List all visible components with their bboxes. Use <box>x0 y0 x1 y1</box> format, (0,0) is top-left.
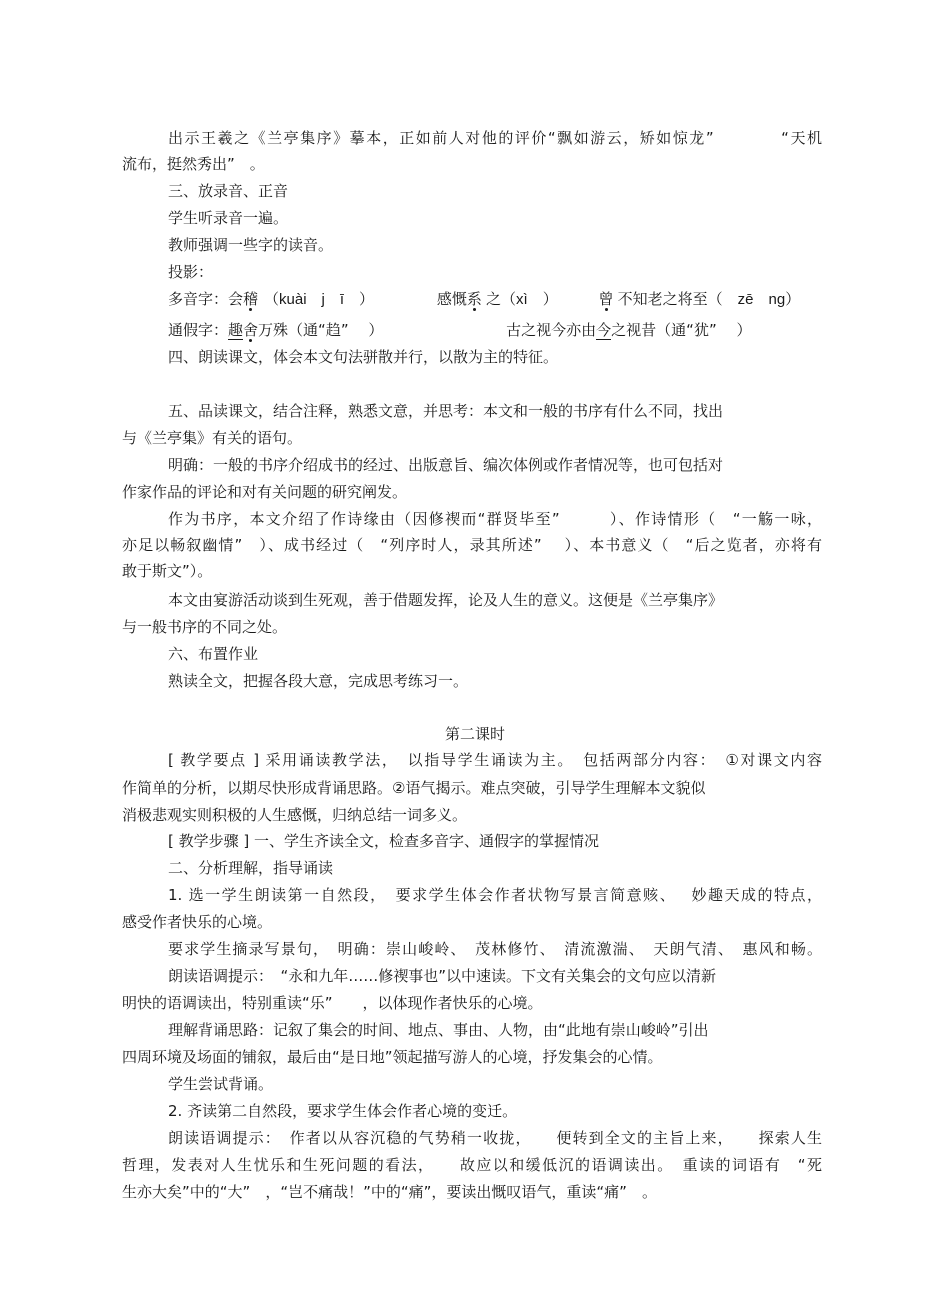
polyphone-text: 感慨 <box>436 290 467 308</box>
polyphone-char: 系 <box>466 290 482 308</box>
paragraph-line: 作为书序，本文介绍了作诗缘由（因修禊而“群贤毕至” ）、作诗情形（ “一觞一咏， <box>168 510 822 528</box>
paragraph-line: 理解背诵思路：记叙了集会的时间、地点、事由、人物，由“此地有崇山峻岭”引出 <box>168 1021 709 1039</box>
paragraph-line: 投影： <box>168 263 214 281</box>
paragraph-line: 哲理，发表对人生忧乐和生死问题的看法， 故应以和缓低沉的语调读出。 重读的词语有 “死 <box>122 1156 822 1174</box>
loanword-text: 万殊（通“趋” ） <box>258 321 384 339</box>
polyphone-char: 稽 <box>243 290 259 308</box>
section-heading: 三、放录音、正音 <box>168 182 289 200</box>
paragraph-line: 作简单的分析，以期尽快形成背诵思路。②语气揭示。难点突破，引导学生理解本文貌似 <box>122 779 706 797</box>
paragraph-line: 亦足以畅叙幽情” ）、成书经过（ “列序时人，录其所述” ）、本书意义（ “后之览者，亦将有 <box>122 536 822 554</box>
paragraph-line: 与《兰亭集》有关的语句。 <box>122 429 303 447</box>
paragraph-line: 消极悲观实则积极的人生感慨，归纳总结一词多义。 <box>122 806 468 824</box>
paragraph-line: [ 教学步骤 ] 一、学生齐读全文，检查多音字、通假字的掌握情况 <box>168 832 600 850</box>
loanword-text: 古之视今亦由 <box>506 321 597 339</box>
paragraph-line: 作家作品的评论和对有关问题的研究阐发。 <box>122 483 408 501</box>
paragraph-line: 出示王羲之《兰亭集序》摹本，正如前人对他的评价“飘如游云，矫如惊龙” “天机 <box>168 129 822 147</box>
paragraph-line: 明快的语调读出，特别重读“乐” ，以体现作者快乐的心境。 <box>122 994 543 1012</box>
pinyin: （kuài j ī ） <box>264 291 375 308</box>
section-heading: 五、品读课文，结合注释，熟悉文意，并思考：本文和一般的书序有什么不同，找出 <box>168 402 724 420</box>
paragraph-line: 学生听录音一遍。 <box>168 209 289 227</box>
paragraph-line: 朗读语调提示： 作者以从容沉稳的气势稍一收拢， 便转到全文的主旨上来， 探索人生 <box>168 1129 822 1147</box>
polyphone-label: 多音字：会 <box>168 290 244 308</box>
polyphone-line <box>168 289 800 310</box>
paragraph-line: 2. 齐读第二自然段，要求学生体会作者心境的变迁。 <box>168 1102 518 1120</box>
section-heading: 二、分析理解，指导诵读 <box>168 859 334 877</box>
paragraph-line: 朗读语调提示： “永和九年……修禊事也”以中速读。下文有关集会的文句应以清新 <box>168 967 717 985</box>
paragraph-line: 1. 选一学生朗读第一自然段， 要求学生体会作者状物写景言简意赅、 妙趣天成的特点， <box>168 886 822 904</box>
pinyin: 不知老之将至（ zē ng） <box>613 291 801 308</box>
section-heading: 六、布置作业 <box>168 645 259 663</box>
loanword-char: 舍 <box>243 321 259 339</box>
paragraph-line: 教师强调一些字的读音。 <box>168 236 334 254</box>
paragraph-line: 生亦大矣”中的“大” ，“岂不痛哉！”中的“痛”，要读出慨叹语气，重读“痛” 。 <box>122 1183 657 1201</box>
paragraph-line: [ 教学要点 ] 采用诵读教学法， 以指导学生诵读为主。 包括两部分内容： ①对课文内容 <box>168 751 822 769</box>
lesson-title: 第二课时 <box>444 725 505 743</box>
paragraph-line: 熟读全文，把握各段大意，完成思考练习一。 <box>168 672 469 690</box>
paragraph-line: 敢于斯文”）。 <box>122 562 213 580</box>
paragraph-line: 流布，挺然秀出” 。 <box>122 155 265 173</box>
section-heading: 四、朗读课文，体会本文句法骈散并行，以散为主的特征。 <box>168 348 559 366</box>
paragraph-line: 学生尝试背诵。 <box>168 1075 274 1093</box>
loanword-char: 趣 <box>228 321 244 339</box>
paragraph-line: 本文由宴游活动谈到生死观，善于借题发挥，论及人生的意义。这便是《兰亭集序》 <box>168 591 724 609</box>
paragraph-line: 明确：一般的书序介绍成书的经过、出版意旨、编次体例或作者情况等，也可包括对 <box>168 456 724 474</box>
paragraph-line: 四周环境及场面的铺叙，最后由“是日地”领起描写游人的心境，抒发集会的心情。 <box>122 1048 663 1066</box>
loanword-label: 通假字： <box>168 321 229 339</box>
loanword-line <box>168 320 751 340</box>
paragraph-line: 要求学生摘录写景句， 明确：崇山峻岭、 茂林修竹、 清流激湍、 天朗气清、 惠风和畅。 <box>168 940 822 958</box>
paragraph-line: 与一般书序的不同之处。 <box>122 618 288 636</box>
paragraph-line: 感受作者快乐的心境。 <box>122 913 273 931</box>
loanword-char: 今 <box>596 321 612 339</box>
loanword-text: 之视昔（通“犹” ） <box>611 321 752 339</box>
polyphone-char: 曾 <box>598 290 614 308</box>
pinyin: 之（xì ） <box>481 291 558 308</box>
